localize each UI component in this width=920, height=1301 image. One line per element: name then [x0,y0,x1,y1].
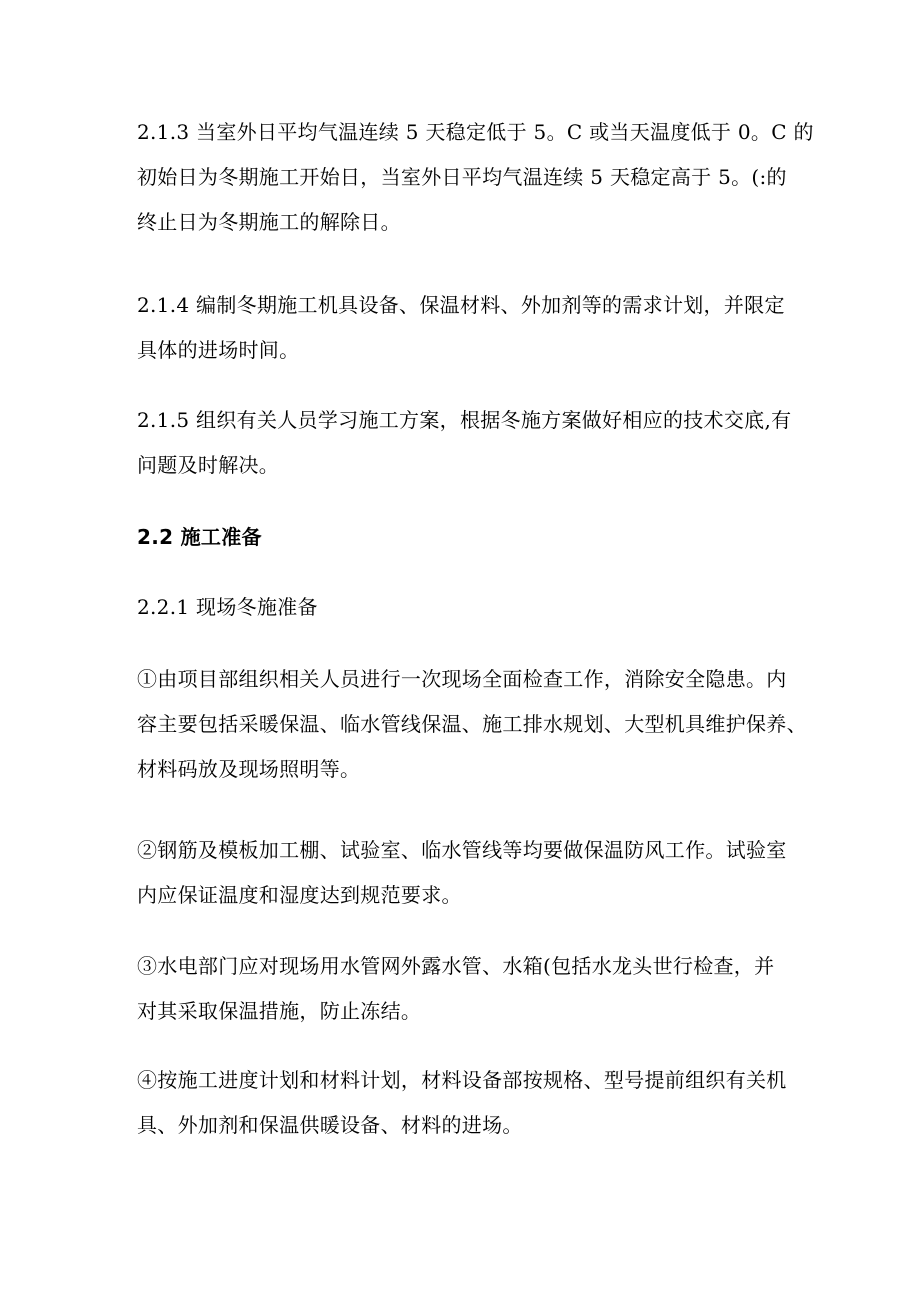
text-line: 具、外加剂和保温供暖设备、材料的进场。 [137,1113,523,1137]
text-line: ①由项目部组织相关人员进行一次现场全面检查工作，消除安全隐患。内 [137,667,787,691]
subsection-heading-text: 2.2.1 现场冬施准备 [137,595,318,619]
text-line: 2.1.4 编制冬期施工机具设备、保温材料、外加剂等的需求计划，并限定 [137,293,785,317]
list-item-1 [137,657,807,792]
text-line: ②钢筋及模板加工棚、试验室、临水管线等均要做保温防风工作。试验室 [137,838,787,862]
text-line: 容主要包括采暖保温、临水管线保温、施工排水规划、大型机具维护保养、 [137,712,807,736]
section-heading-2-2 [137,515,797,560]
text-line: 问题及时解决。 [137,453,280,477]
text-line: 终止日为冬期施工的解除日。 [137,210,401,234]
text-line: 2.1.5 组织有关人员学习施工方案，根据冬施方案做好相应的技术交底,有 [137,408,792,432]
text-line: 对其采取保温措施，防止冻结。 [137,999,422,1023]
list-item-3 [137,944,797,1034]
paragraph-2-1-5 [137,398,797,488]
text-line: ③水电部门应对现场用水管网外露水管、水箱(包括水龙头世行检查，并 [137,954,775,978]
text-line: 材料码放及现场照明等。 [137,757,361,781]
section-heading-text: 2.2 施工准备 [137,525,262,549]
text-line: ④按施工进度计划和材料计划，材料设备部按规格、型号提前组织有关机 [137,1068,787,1092]
paragraph-2-1-3 [137,110,814,245]
text-line: 初始日为冬期施工开始日，当室外日平均气温连续 5 天稳定高于 5。(:的 [137,165,787,189]
text-line: 2.1.3 当室外日平均气温连续 5 天稳定低于 5。C 或当天温度低于 0。C 的 [137,120,814,144]
list-item-2 [137,828,797,918]
paragraph-2-1-4 [137,283,797,373]
subsection-heading-2-2-1 [137,585,797,630]
list-item-4 [137,1058,797,1148]
text-line: 内应保证温度和湿度达到规范要求。 [137,883,462,907]
text-line: 具体的进场时间。 [137,338,300,362]
